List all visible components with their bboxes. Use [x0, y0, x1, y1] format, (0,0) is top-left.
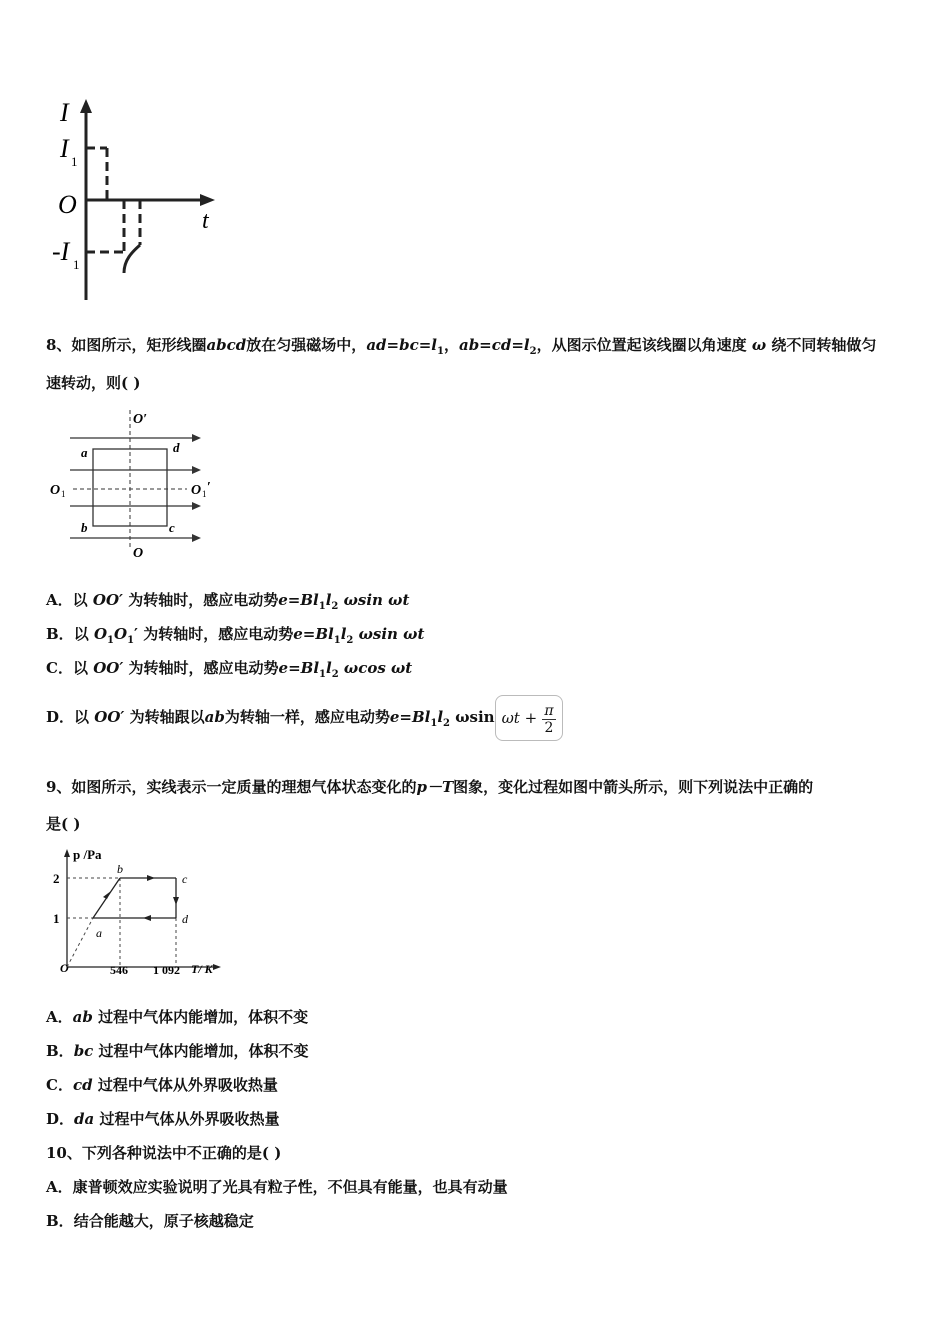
q8-option-c — [46, 658, 412, 685]
option-text: 过程中气体从外界吸收热量 — [97, 1076, 278, 1094]
option-text: 为转轴时，感应电动势 — [143, 625, 294, 643]
option-letter: D． — [46, 1110, 75, 1128]
option-axis: O — [93, 625, 108, 643]
option-emf: l — [325, 591, 332, 609]
tick-t1092: 1 092 — [153, 963, 180, 977]
option-sub: 2 — [443, 718, 450, 729]
option-text: 为转轴跟以 — [129, 708, 205, 726]
q10-option-a — [46, 1177, 508, 1197]
q8-cond2: ab=cd=l — [458, 336, 530, 354]
option-axis-mark: ′ — [134, 625, 138, 643]
q8-stem-text: 放在匀强磁场中， — [246, 336, 367, 354]
i-axis-arrow-icon — [80, 99, 92, 113]
tick-p2: 2 — [53, 871, 60, 886]
option-text: 以 — [72, 591, 88, 609]
t-axis-arrow-icon — [213, 964, 221, 970]
tick-t546: 546 — [110, 963, 128, 977]
option-letter: C． — [46, 1076, 73, 1094]
option-text: 为转轴时，感应电动势 — [128, 659, 279, 677]
arrow-da-icon — [143, 915, 151, 921]
guide-lines — [67, 878, 176, 967]
option-axis: OO′ — [94, 708, 125, 726]
q8-stem-text: 8、如图所示，矩形线圈 — [46, 336, 207, 354]
q8-option-a — [46, 590, 409, 617]
option-text: 过程中气体从外界吸收热量 — [99, 1110, 280, 1128]
formula-arg: ωt + — [501, 709, 538, 727]
label-c: c — [169, 520, 175, 535]
option-text: 为转轴一样，感应电动势 — [224, 708, 390, 726]
q9-option-a — [46, 1007, 308, 1027]
option-process: da — [74, 1110, 95, 1128]
option-letter: A． — [46, 591, 73, 609]
option-text: 康普顿效应实验说明了光具有粒子性，不但具有能量，也具有动量 — [72, 1178, 508, 1196]
formula-fraction — [542, 703, 555, 736]
arrow-bc-icon — [147, 875, 155, 881]
option-sub: 1 — [430, 718, 438, 729]
option-emf: e=Bl — [389, 708, 431, 726]
i-axis-label: I — [60, 98, 69, 127]
field-arrow-icon — [192, 502, 201, 510]
arrow-cd-icon — [173, 897, 179, 905]
option-text: 以 — [72, 659, 88, 677]
field-arrow-icon — [192, 466, 201, 474]
option-emf: l — [326, 659, 332, 677]
option-emf-tail: ωsin ωt — [343, 591, 410, 609]
option-sub: 1 — [318, 601, 326, 612]
p-axis-arrow-icon — [64, 849, 70, 857]
option-sub: 1 — [107, 635, 114, 646]
current-time-graph — [40, 95, 240, 310]
q10-stem: 10、下列各种说法中不正确的是( ) — [46, 1144, 282, 1162]
q9-stem-line1 — [46, 777, 813, 797]
neg-i1-label: -I — [52, 237, 70, 266]
q8-stem-line2: 速转动，则( ) — [46, 374, 141, 392]
option-process: cd — [72, 1076, 93, 1094]
option-process: ab — [72, 1008, 93, 1026]
p-axis-label: p /Pa — [73, 847, 102, 862]
option-letter: A． — [46, 1178, 73, 1196]
option-sub: 2 — [331, 601, 339, 612]
option-sub: 2 — [346, 635, 354, 646]
option-axis: OO′ — [93, 659, 124, 677]
field-arrow-icon — [192, 434, 201, 442]
q9-stem-line2: 是( ) — [46, 815, 81, 833]
q8-coil-figure — [45, 405, 225, 565]
q9-option-b — [46, 1041, 309, 1061]
option-text: 以 — [74, 708, 90, 726]
t-axis-arrow-icon — [200, 194, 215, 206]
origin-label: O — [58, 190, 77, 219]
fraction-denominator: 2 — [544, 719, 554, 736]
label-o1: O — [50, 483, 61, 498]
option-letter: A． — [46, 1008, 73, 1026]
option-letter: B． — [46, 1042, 74, 1060]
q8-cond1-sub: 1 — [436, 346, 444, 357]
option-sub: 2 — [331, 669, 339, 680]
option-text: 为转轴时，感应电动势 — [128, 591, 279, 609]
q8-cond1: ad=bc=l — [366, 336, 437, 354]
label-o1-sub: 1 — [61, 489, 66, 499]
q9-pt-figure — [45, 845, 230, 980]
option-letter: B． — [46, 625, 74, 643]
q9-stem-text: 9、如图所示，实线表示一定质量的理想气体状态变化的 — [46, 778, 417, 796]
t-axis-label: T/ K — [191, 962, 213, 976]
label-d: d — [182, 912, 188, 926]
neg-i1-sub: 1 — [73, 257, 80, 272]
current-curve-tail — [124, 245, 140, 273]
q9-stem-text: 图象，变化过程如图中箭头所示，则下列说法中正确的 — [453, 778, 814, 796]
option-letter: C． — [46, 659, 73, 677]
label-o: O — [133, 546, 144, 561]
q8-option-b — [46, 624, 424, 651]
q8-stem-text: ，从图示位置起该线圈以角速度 — [536, 336, 747, 354]
origin-label: O — [60, 961, 69, 975]
q8-cond2-sub: 2 — [529, 346, 537, 357]
option-text: 过程中气体内能增加，体积不变 — [98, 1008, 309, 1026]
q8-stem-line1: 8、如图所示，矩形线圈abcd放在匀强磁场中，$ad=bc=l_1$，$ab=cd=l_2$，从图示位置起该线圈以角速度 ω 绕不同转轴做匀 — [46, 336, 877, 357]
label-d: d — [173, 440, 180, 455]
option-emf-tail: ωsin — [455, 708, 495, 726]
option-letter: B． — [46, 1212, 74, 1230]
option-axis: O — [113, 625, 128, 643]
q8-option-d — [46, 695, 563, 746]
option-process: bc — [73, 1042, 94, 1060]
fraction-numerator: π — [544, 702, 554, 719]
formula-paren — [495, 695, 563, 741]
label-o-prime: O′ — [133, 412, 148, 427]
tick-p1: 1 — [53, 911, 60, 926]
i1-label: I — [60, 134, 69, 163]
q9-pt: p－T — [416, 778, 454, 796]
option-text: 结合能越大，原子核越稳定 — [73, 1212, 254, 1230]
option-emf-tail: ωsin ωt — [358, 625, 425, 643]
option-ab: ab — [204, 708, 225, 726]
option-sub: 1 — [319, 669, 327, 680]
label-b: b — [117, 862, 123, 876]
q10-option-b — [46, 1211, 254, 1231]
option-emf: e=Bl — [278, 591, 319, 609]
t-axis-label: t — [202, 208, 209, 234]
q9-option-d — [46, 1109, 279, 1129]
q9-option-c — [46, 1075, 278, 1095]
q8-stem-text: 绕不同转轴做匀 — [771, 336, 877, 354]
option-emf: e=Bl — [278, 659, 320, 677]
option-emf: l — [340, 625, 347, 643]
field-arrow-icon — [192, 534, 201, 542]
label-o1p-mark: ′ — [207, 480, 211, 495]
label-o1p-sub: 1 — [202, 489, 207, 499]
label-o1-prime: O — [191, 483, 202, 498]
q8-omega: ω — [751, 336, 767, 354]
arrow-ab-icon — [103, 891, 111, 899]
option-sub: 1 — [333, 635, 341, 646]
option-emf: e=Bl — [293, 625, 334, 643]
i1-sub: 1 — [71, 154, 78, 169]
label-b: b — [81, 520, 88, 535]
q8-abcd: abcd — [206, 336, 247, 354]
option-letter: D． — [46, 708, 75, 726]
option-text: 以 — [73, 625, 89, 643]
option-emf: l — [437, 708, 444, 726]
label-a: a — [81, 445, 88, 460]
option-text: 过程中气体内能增加，体积不变 — [98, 1042, 309, 1060]
label-c: c — [182, 872, 188, 886]
option-emf-tail: ωcos ωt — [343, 659, 413, 677]
option-axis: OO′ — [92, 591, 123, 609]
label-a: a — [96, 926, 102, 940]
option-sub: 1 — [127, 635, 135, 646]
